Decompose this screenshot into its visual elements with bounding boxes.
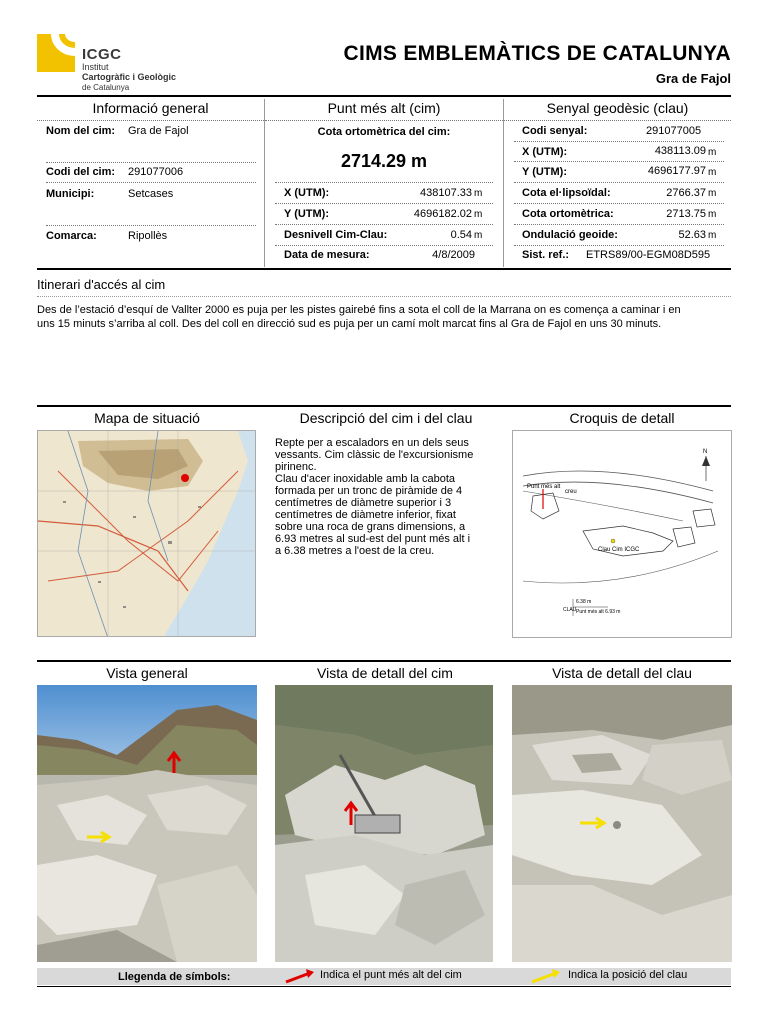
comarca-value: Ripollès bbox=[128, 230, 168, 242]
header-divider bbox=[37, 95, 731, 97]
senyal-title: Senyal geodèsic (clau) bbox=[546, 100, 689, 116]
column-divider bbox=[264, 99, 265, 267]
senyal-y-label: Y (UTM): bbox=[522, 166, 568, 178]
logo-name: ICGC bbox=[82, 46, 122, 63]
section-divider bbox=[37, 405, 731, 407]
punt-y-value: 4696182.02 bbox=[413, 208, 472, 220]
ondulacio-value: 52.63 bbox=[678, 229, 706, 241]
comarca-label: Comarca: bbox=[46, 230, 97, 242]
logo-line2: Cartogràfic i Geològic bbox=[82, 72, 177, 82]
page-subtitle: Gra de Fajol bbox=[655, 71, 731, 86]
nom-label: Nom del cim: bbox=[46, 125, 116, 137]
desnivell-label: Desnivell Cim-Clau: bbox=[284, 229, 388, 241]
desnivell-value: 0.54 bbox=[450, 229, 472, 241]
detail-sketch bbox=[512, 430, 732, 638]
north-label: N bbox=[703, 449, 708, 455]
legend-yellow-text: Indica la posició del clau bbox=[568, 969, 688, 981]
ondulacio-label: Ondulació geoide: bbox=[522, 229, 618, 241]
mapa-title: Mapa de situació bbox=[94, 410, 200, 426]
senyal-x-label: X (UTM): bbox=[522, 146, 568, 158]
cota-ortometrica-value: 2713.75 bbox=[666, 208, 706, 220]
cota-ellipsoidal-label: Cota el·lipsoïdal: bbox=[522, 187, 611, 199]
footer-divider bbox=[37, 986, 731, 987]
itinerari-text: Des de l’estació d’esquí de Vallter 2000 es puja per les pistes gairebé fins a sota el coll de la Marrana on es comença a caminar i en uns 15 minuts s’arriba al coll. Des del coll en direcció sud es puja per un camí molt marcat fins al Gra de Fajol en uns 30 minuts. bbox=[37, 304, 681, 330]
senyal-codi-label: Codi senyal: bbox=[522, 125, 588, 137]
descripcio-title: Descripció del cim i del clau bbox=[299, 410, 473, 426]
location-marker-icon bbox=[181, 474, 189, 482]
legend-title: Llegenda de símbols: bbox=[118, 971, 231, 983]
situation-map bbox=[37, 430, 256, 637]
legend-red-text: Indica el punt més alt del cim bbox=[320, 969, 462, 981]
logo-line1: Institut bbox=[82, 62, 109, 72]
punt2-label: Punt més alt 6.93 m bbox=[576, 609, 621, 615]
punt-y-label: Y (UTM): bbox=[284, 208, 330, 220]
vista-cim-title: Vista de detall del cim bbox=[317, 665, 453, 681]
column-divider bbox=[503, 99, 504, 267]
punt-label: Punt més alt bbox=[527, 484, 561, 490]
itinerari-title: Itinerari d'accés al cim bbox=[37, 277, 166, 292]
municipi-label: Municipi: bbox=[46, 188, 95, 200]
page-title: CIMS EMBLEMÀTICS DE CATALUNYA bbox=[343, 42, 731, 65]
general-title: Informació general bbox=[92, 100, 209, 116]
benchmark-detail-photo bbox=[512, 685, 732, 962]
logo-line3: de Catalunya bbox=[82, 83, 130, 92]
senyal-y-value: 4696177.97 bbox=[647, 165, 706, 177]
codi-value: 291077006 bbox=[128, 166, 184, 178]
icgc-logo-icon bbox=[37, 34, 75, 72]
cota-value: 2714.29 m bbox=[340, 151, 428, 171]
punt-title: Punt més alt (cim) bbox=[327, 100, 441, 116]
arrow-yellow-icon bbox=[530, 968, 562, 985]
creu-label: creu bbox=[565, 489, 577, 495]
clau2-label: CLAU bbox=[563, 607, 577, 613]
dist-label: 6.38 m bbox=[576, 599, 592, 605]
summit-detail-photo bbox=[275, 685, 493, 962]
arrow-red-icon bbox=[284, 968, 316, 985]
punt-x-value: 438107.33 bbox=[420, 187, 472, 199]
data-label: Data de mesura: bbox=[284, 249, 370, 261]
codi-label: Codi del cim: bbox=[46, 166, 116, 178]
section-divider bbox=[37, 660, 731, 662]
punt-x-label: X (UTM): bbox=[284, 187, 330, 199]
general-view-photo bbox=[37, 685, 257, 962]
nom-value: Gra de Fajol bbox=[128, 125, 189, 137]
section-divider bbox=[37, 268, 731, 270]
cota-ortometrica-label: Cota ortomètrica: bbox=[522, 208, 614, 220]
vista-general-title: Vista general bbox=[106, 665, 188, 681]
vista-clau-title: Vista de detall del clau bbox=[552, 665, 692, 681]
sist-ref-value: ETRS89/00-EGM08D595 bbox=[586, 249, 711, 261]
senyal-codi-value: 291077005 bbox=[646, 125, 702, 137]
sist-ref-label: Sist. ref.: bbox=[522, 249, 570, 261]
cota-label: Cota ortomètrica del cim: bbox=[317, 126, 451, 138]
croquis-title: Croquis de detall bbox=[569, 410, 675, 426]
senyal-x-value: 438113.09 bbox=[654, 145, 706, 157]
data-value: 4/8/2009 bbox=[432, 249, 475, 261]
municipi-value: Setcases bbox=[128, 188, 174, 200]
descripcio-text: Repte per a escaladors en un dels seus vessants. Cim clàssic de l'excursionisme pirinenc. Clau d'acer inoxidable amb la cabota formada per un tronc de piràmide de 4 centímetres de diàmetre superior i 3 centímetres de diàmetre inferior, fixat sobre una roca de grans dimensions, a 6.93 metres al sud-est del punt més alt i a 6.38 metres a l'oest de la creu. bbox=[275, 437, 474, 557]
cota-ellipsoidal-value: 2766.37 bbox=[666, 187, 706, 199]
clau-label: Clau Cim ICGC bbox=[598, 547, 640, 553]
